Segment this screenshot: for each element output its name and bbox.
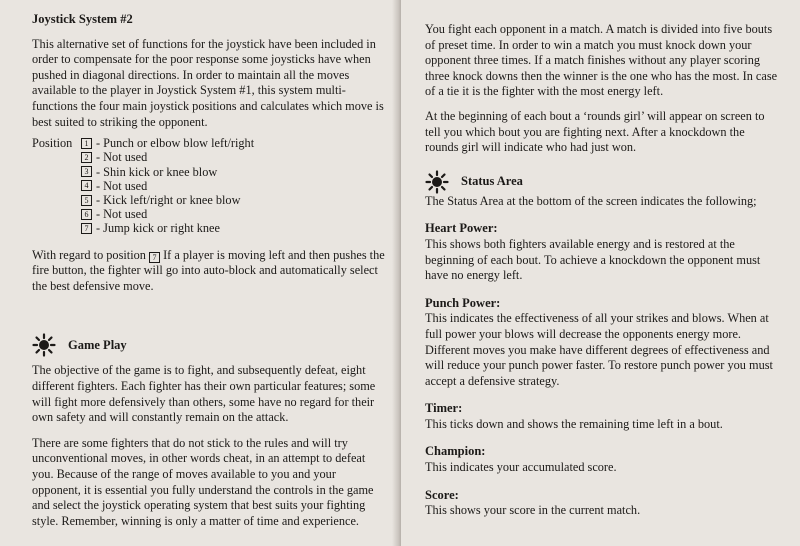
timer-text: This ticks down and shows the remaining time left in a bout. <box>425 416 723 431</box>
punch-power-text: This indicates the effectiveness of all your strikes and blows. When at full power your blows will decrease the opponents energy more. Different moves you make have different degrees of effectiveness and will reduce your punch power faster. To restore punch power you must accept a defensive strategy. <box>425 311 773 388</box>
champion-text: This indicates your accumulated score. <box>425 460 617 475</box>
status-area-heading <box>425 170 780 194</box>
champion-title: Champion: <box>425 444 486 459</box>
right-page <box>401 0 800 546</box>
position-row <box>32 136 385 150</box>
position-move: - Shin kick or knee blow <box>96 164 218 179</box>
position-number-box: 5 <box>81 195 92 206</box>
heart-power-title: Heart Power: <box>425 221 498 236</box>
sun-icon <box>32 333 56 357</box>
game-play-heading <box>32 333 385 357</box>
game-play-paragraph: The objective of the game is to fight, and subsequently defeat, eight different fighters. Each fighter has their own particular features; some will fight more defensively than others, some have no regard for their own safety and will constantly remain on the attack. <box>32 363 376 425</box>
game-play-title: Game Play <box>68 337 127 352</box>
position-list <box>32 136 385 235</box>
position-seven-note <box>32 248 385 295</box>
position-move: - Not used <box>96 178 148 193</box>
position-row <box>32 165 385 179</box>
position-row <box>32 179 385 193</box>
position-move: - Punch or elbow blow left/right <box>96 136 255 151</box>
position-number-box: 7 <box>149 252 160 263</box>
position-row <box>32 221 385 235</box>
position-move: - Not used <box>96 207 148 222</box>
joystick-system-title: Joystick System #2 <box>32 12 133 26</box>
regard-rest: If a player is moving left and then pushes the fire button, the fighter will go into auto-block and automatically select the best defensive move. <box>32 247 385 293</box>
regard-prefix: With regard to position <box>32 247 146 262</box>
timer-title: Timer: <box>425 401 463 416</box>
status-area-text: The Status Area at the bottom of the screen indicates the following; <box>425 193 757 208</box>
position-number-box: 7 <box>81 223 92 234</box>
position-move: - Jump kick or right knee <box>96 221 220 236</box>
left-page <box>0 0 399 546</box>
match-paragraph: You fight each opponent in a match. A match is divided into five bouts of preset time. In order to win a match you must knock down your opponent three times. If a match finishes without any player scoring three knock downs then the winner is the one who has the most. In case of a tie it is the fighter with the most energy left. <box>425 22 778 99</box>
position-row <box>32 150 385 164</box>
position-number-box: 3 <box>81 166 92 177</box>
position-number-box: 1 <box>81 138 92 149</box>
score-title: Score: <box>425 487 459 502</box>
position-move: - Kick left/right or knee blow <box>96 192 241 207</box>
joystick-intro-paragraph: This alternative set of functions for the joystick have been included in order to compensate for the poor response some joysticks have when pushed in diagonal directions. In order to maintain all the moves available to the player in Joystick System #1, this system multi-functions the four main joystick positions and calculates which move is best suited to striking the opponent. <box>32 36 384 129</box>
position-number-box: 6 <box>81 209 92 220</box>
punch-power-title: Punch Power: <box>425 295 501 310</box>
score-text: This shows your score in the current match. <box>425 503 641 518</box>
position-row <box>32 193 385 207</box>
position-row <box>32 207 385 221</box>
position-number-box: 2 <box>81 152 92 163</box>
position-number-box: 4 <box>81 180 92 191</box>
heart-power-text: This shows both fighters available energy and is restored at the beginning of each bout. To achieve a knockdown the opponent must have no energy left. <box>425 236 761 283</box>
position-label: Position <box>32 136 73 151</box>
position-move: - Not used <box>96 150 148 165</box>
sun-icon <box>425 170 449 194</box>
rounds-girl-paragraph: At the beginning of each bout a ‘rounds girl’ will appear on screen to tell you which bout you are fighting next. After a knockdown the rounds girl will indicate who had just won. <box>425 108 765 155</box>
status-area-title: Status Area <box>461 174 523 189</box>
game-play-paragraph: There are some fighters that do not stick to the rules and will try unconventional moves, in other words cheat, in an attempt to defeat you. Because of the range of moves available to you and your opponent, it is essential you fully understand the controls in the game and select the joystick operating system that best suits your fighting style. Remember, winning is only a matter of time and experience. <box>32 435 374 528</box>
